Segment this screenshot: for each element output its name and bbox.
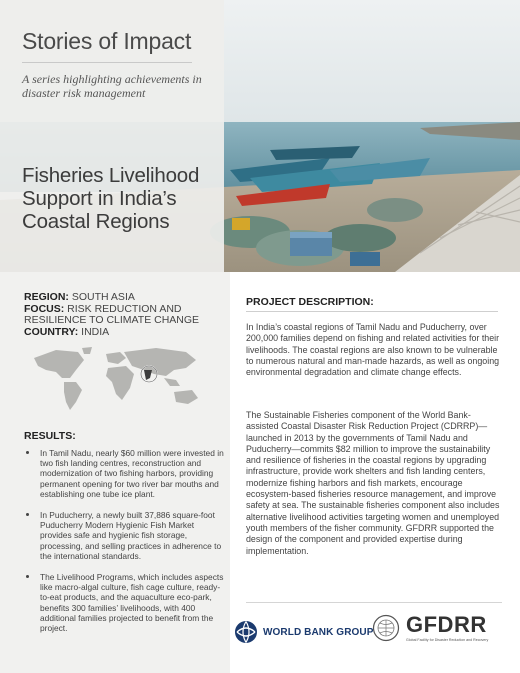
region-value: SOUTH ASIA: [71, 291, 135, 303]
results-item: [24, 510, 224, 561]
sidebar: [0, 272, 230, 673]
country-value: INDIA: [81, 325, 110, 338]
gfdrr-name: GFDRR: [406, 612, 487, 637]
results-item-text: In Puducherry, a newly built 37,886 square-foot Puducherry Modern Hygienic Fish Market provides safe and hygienic fish storage, processing, and selling practices in adherence to the international standards.: [40, 510, 222, 561]
series-title: Stories of Impact: [22, 28, 192, 54]
gfdrr-wordmark: [406, 614, 488, 642]
description-paragraph: In India’s coastal regions of Tamil Nadu and Puducherry, over 200,000 families depend on fishing and related activities for their livelihoods. The coastal regions are also known to be vulnerable to numerous natural and man-made hazards, as well as ongoing environmental degradation and climate change effects.: [246, 322, 500, 378]
bullet-icon: [26, 513, 29, 516]
bullet-icon: [26, 575, 29, 578]
project-meta: [24, 292, 224, 338]
page-title: Fisheries Livelihood Support in India’s Coastal Regions: [22, 164, 200, 233]
focus-value: RISK REDUCTION AND RESILIENCE TO CLIMATE CHANGE: [24, 302, 200, 326]
focus-label: FOCUS:: [24, 302, 65, 315]
world-map: [26, 344, 216, 414]
footer-divider: [246, 602, 502, 603]
focus-row: [24, 304, 224, 327]
world-bank-group-wordmark: WORLD BANK GROUP: [263, 626, 374, 638]
results-item: [24, 572, 224, 633]
description-heading: PROJECT DESCRIPTION:: [246, 296, 374, 308]
globe-icon: [234, 620, 258, 644]
description-paragraph: The Sustainable Fisheries component of the World Bank-assisted Coastal Disaster Risk Reduction Project (CDRRP)—launched in 2013 by the governments of Tamil Nadu and Puducherry—commits $82 million to improve the sustainability and resilience of fisheries in the coastal regions by upgrading infrastructure, provide work shelters and fish landing centers, modernize fishing harbors and fish markets, encourage ecosystem-based fisheries resource management, and improve safety at sea. The sustainable fisheries component also includes alternative livelihood activities targeting women and unemployed youth members of the fisher community. GFDRR supported the design of the component and provided expertise during implementation.: [246, 410, 500, 556]
results-item-text: The Livelihood Programs, which includes aspects like macro-algal culture, fish cage culture, ready-to-eat products, and the aquaculture eco-park, benefits 300 families’ livelihoods, with 400 additional families projected to benefit from the project.: [40, 572, 224, 634]
gfdrr-logo: [372, 614, 488, 642]
gfdrr-emblem-icon: [372, 614, 400, 642]
bullet-icon: [26, 451, 29, 454]
region-label: REGION:: [24, 291, 69, 303]
series-subtitle: A series highlighting achievements in disaster risk management: [22, 72, 202, 100]
country-row: [24, 327, 224, 339]
title-divider: [22, 62, 192, 63]
results-item: [24, 448, 224, 499]
world-map-graphic: [26, 344, 216, 414]
results-list: [24, 448, 224, 644]
hero-banner: [0, 0, 520, 272]
world-bank-group-logo: [234, 618, 373, 646]
gfdrr-tagline: Global Facility for Disaster Reduction and Recovery: [406, 638, 489, 642]
description-divider: [246, 311, 498, 312]
results-heading: RESULTS:: [24, 430, 76, 442]
results-item-text: In Tamil Nadu, nearly $60 million were invested in two fish landing centres, reconstruction and modernization of two fishing harbors, providing permanent opening for two river bar mouths and establishing one tube ice plant.: [40, 448, 224, 499]
country-label: COUNTRY:: [24, 325, 79, 338]
